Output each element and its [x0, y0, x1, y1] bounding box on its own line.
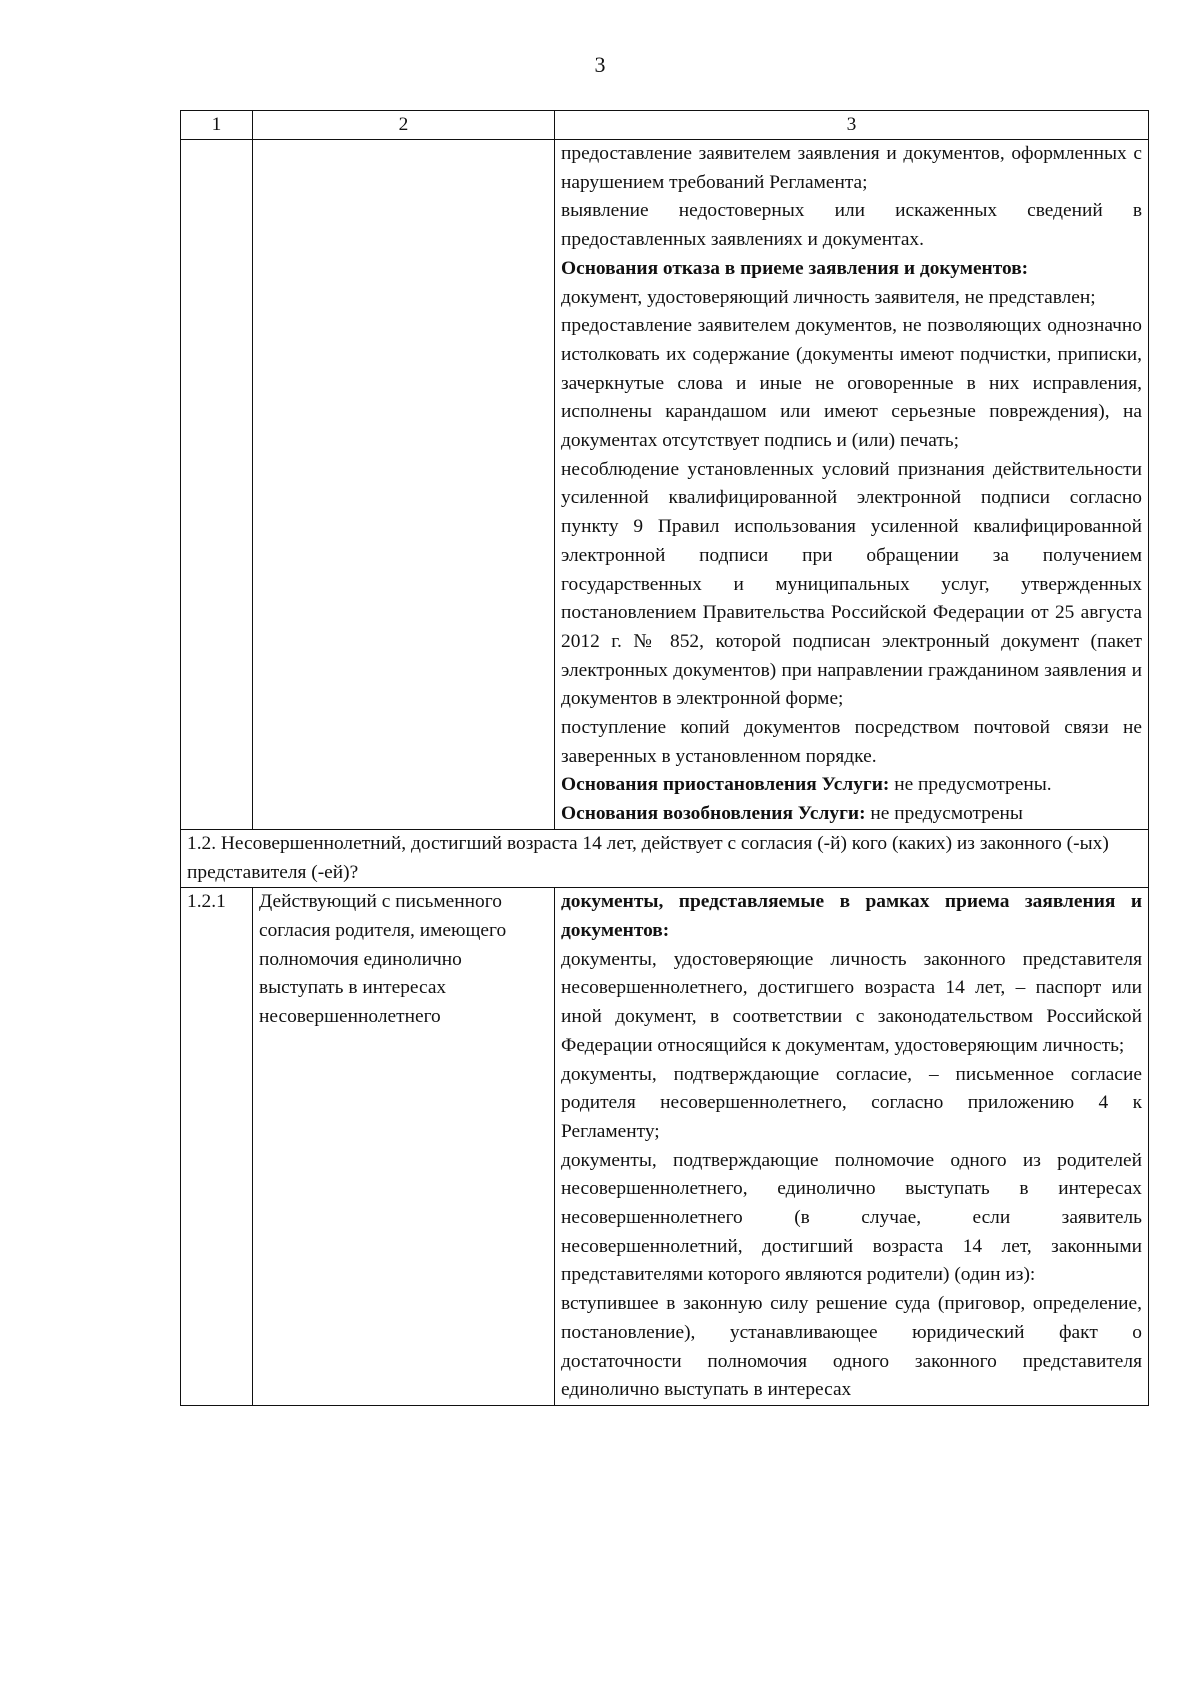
paragraph: [561, 1290, 1142, 1405]
row-description-cell: Действующий с письменного согласия родителя, имеющего полномочия единолично выступать в интересах несовершеннолетнего: [253, 888, 555, 1406]
paragraph: [561, 888, 1142, 945]
paragraph-text: документы, подтверждающие согласие, – письменное согласие родителя несовершеннолетнего, согласно приложению 4 к Регламенту;: [561, 1063, 1142, 1142]
row-number-cell: [181, 140, 253, 830]
page-number: 3: [594, 52, 606, 77]
paragraph-text: вступившее в законную силу решение суда (приговор, определение, постановление), устанавливающее юридический факт о достаточности полномочия одного законного представителя единолично выступать в интересах: [561, 1293, 1142, 1401]
paragraph: [561, 284, 1142, 313]
paragraph: [561, 312, 1142, 456]
table-row: [181, 140, 1149, 830]
row-requirements-cell: [555, 888, 1149, 1406]
section-heading-1-2: 1.2. Несовершеннолетний, достигший возраста 14 лет, действует с согласия (-й) кого (каких) из законного (-ых) представителя (-ей)?: [181, 829, 1149, 887]
paragraph: [561, 255, 1142, 284]
paragraph-text: не предусмотрены.: [889, 774, 1052, 796]
paragraph: [561, 771, 1142, 800]
paragraph-text: несоблюдение установленных условий признания действительности усиленной квалифицированной электронной подписи согласно пункту 9 Правил использования усиленной квалифицированной электронной подписи при обращении за получением государственных и муниципальных услуг, утвержденных постановлением Правительства Российской Федерации от 25 августа 2012 г. № 852, которой подписан электронный документ (пакет электронных документов) при направлении гражданином заявления и документов в электронной форме;: [561, 458, 1142, 710]
header-col-1: 1: [181, 111, 253, 140]
paragraph-text: документ, удостоверяющий личность заявителя, не представлен;: [561, 286, 1096, 308]
bold-lead: Основания отказа в приеме заявления и документов:: [561, 257, 1029, 279]
paragraph-text: документы, подтверждающие полномочие одного из родителей несовершеннолетнего, единолично выступать в интересах несовершеннолетнего (в случае, если заявитель несовершеннолетний, достигший возраста 14 лет, законными представителями которого являются родители) (один из):: [561, 1149, 1142, 1286]
table-row: [181, 888, 1149, 1406]
section-heading-row: [181, 829, 1149, 887]
paragraph: [561, 1147, 1142, 1291]
row-requirements-cell: [555, 140, 1149, 830]
header-col-2: 2: [253, 111, 555, 140]
regulation-table: [180, 110, 1149, 1406]
paragraph: [561, 714, 1142, 771]
paragraph-text: документы, удостоверяющие личность законного представителя несовершеннолетнего, достигшего возраста 14 лет, – паспорт или иной документ, в соответствии с законодательством Российской Федерации относящийся к документам, удостоверяющим личность;: [561, 948, 1142, 1056]
paragraph: [561, 197, 1142, 254]
paragraph-text: предоставление заявителем заявления и документов, оформленных с нарушением требований Регламента;: [561, 143, 1142, 193]
paragraph-text: не предусмотрены: [865, 803, 1023, 825]
paragraph-text: предоставление заявителем документов, не позволяющих однозначно истолковать их содержание (документы имеют подчистки, приписки, зачеркнутые слова и иные не оговоренные в них исправления, исполнены карандашом или имеют серьезные повреждения), на документах отсутствует подпись и (или) печать;: [561, 315, 1142, 452]
header-col-3: 3: [555, 111, 1149, 140]
paragraph: [561, 800, 1142, 829]
bold-lead: документы, представляемые в рамках приема заявления и документов:: [561, 891, 1142, 941]
bold-lead: Основания возобновления Услуги:: [561, 803, 866, 825]
bold-lead: Основания приостановления Услуги:: [561, 774, 890, 796]
paragraph-text: выявление недостоверных или искаженных сведений в предоставленных заявлениях и документах.: [561, 200, 1142, 251]
paragraph: [561, 140, 1142, 197]
paragraph: [561, 946, 1142, 1061]
table-header-row: [181, 111, 1149, 140]
paragraph: [561, 456, 1142, 714]
row-description-cell: [253, 140, 555, 830]
paragraph: [561, 1061, 1142, 1147]
row-number-cell: 1.2.1: [181, 888, 253, 1406]
paragraph-text: поступление копий документов посредством почтовой связи не заверенных в установленном порядке.: [561, 717, 1142, 767]
